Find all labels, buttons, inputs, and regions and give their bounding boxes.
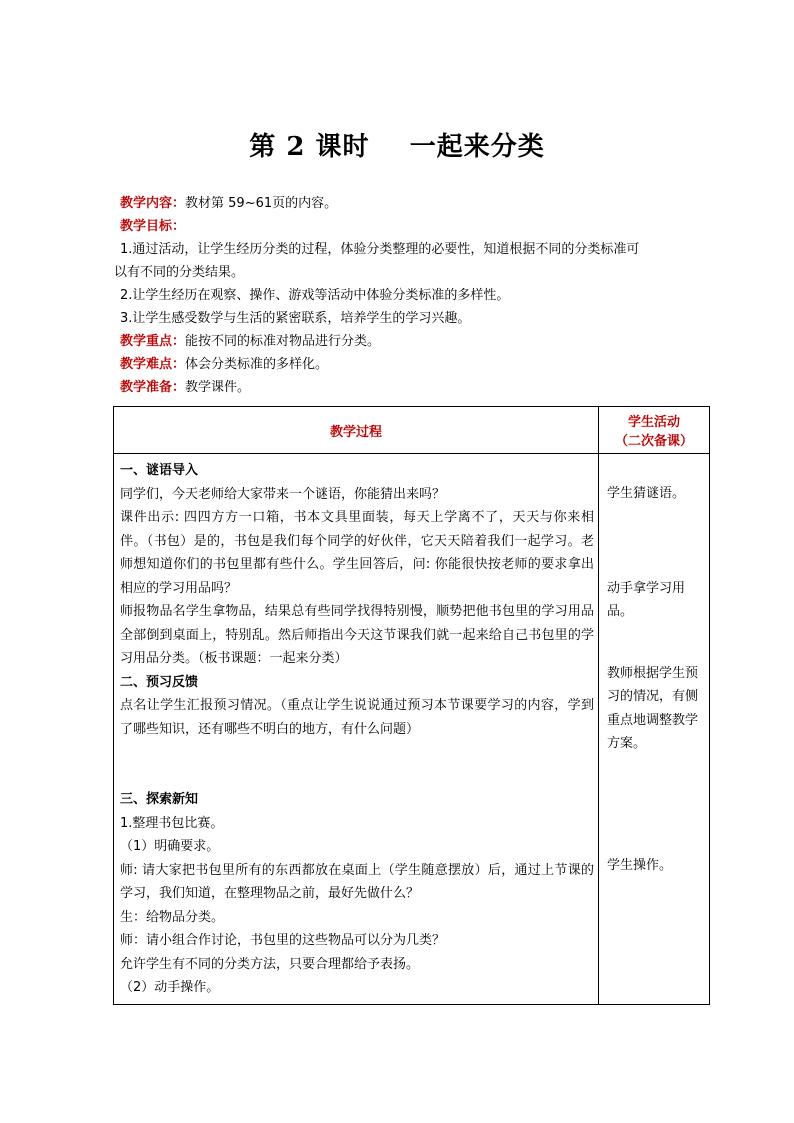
prep-text: 教学课件。 [185, 380, 251, 395]
section-3-l6: （2）动手操作。 [120, 980, 220, 995]
key-text: 能按不同的标准对物品进行分类。 [185, 334, 381, 349]
section-3-l1: 1.整理书包比赛。 [120, 815, 224, 831]
difficulty-text: 体会分类标准的多样化。 [185, 357, 329, 372]
section-3-p1: 师: 请大家把书包里所有的东西都放在桌面上（学生随意摆放）后，通过上节课的学习，我们知道，在整理物品之前，最好先做什么？ [120, 862, 594, 901]
section-3-l5: 允许学生有不同的分类方法，只要合理都给予表扬。 [120, 956, 420, 972]
activity-1: 学生猜谜语。 [607, 486, 686, 501]
goal-3: 3.让学生感受数学与生活的紧密联系，培养学生的学习兴趣。 [120, 311, 471, 326]
activity-4: 学生操作。 [607, 857, 673, 873]
goal-2: 2.让学生经历在观察、操作、游戏等活动中体验分类标准的多样性。 [120, 288, 510, 303]
page-title: 第 2 课时 一起来分类 [249, 132, 545, 162]
section-1-title: 一、谜语导入 [120, 463, 199, 478]
activity-2: 动手拿学习用品。 [607, 580, 686, 619]
prep-label: 教学准备： [120, 380, 186, 395]
process-cell [114, 454, 599, 1005]
table-body-row [114, 454, 710, 1005]
header-activity [599, 407, 710, 454]
goal-1b: 以有不同的分类结果。 [114, 265, 245, 280]
difficulty-line [120, 353, 720, 376]
header-process: 教学过程 [114, 407, 599, 454]
goal-1a: 1.通过活动，让学生经历分类的过程，体验分类整理的必要性，知道根据不同的分类标准可 [120, 242, 640, 257]
content-line [120, 192, 720, 215]
header-activity-note: （二次备课） [614, 434, 693, 449]
header-activity-title: 学生活动 [627, 415, 680, 430]
section-3-title: 三、探索新知 [120, 792, 199, 807]
prep-line [120, 376, 720, 399]
key-line [120, 330, 720, 353]
lesson-table [113, 406, 710, 1005]
table-header-row [114, 407, 710, 454]
section-1-p3: 师报物品名学生拿物品，结果总有些同学找得特别慢，顺势把他书包里的学习用品全部倒到桌面上，特别乱。然后师指出今天这节课我们就一起来给自己书包里的学习用品分类。（板书课题：一起来分类） [120, 604, 594, 666]
section-1-p1: 同学们，今天老师给大家带来一个谜语，你能猜出来吗？ [120, 486, 446, 502]
content-label: 教学内容： [120, 196, 186, 211]
goals-line [120, 215, 720, 238]
section-2-p1: 点名让学生汇报预习情况。（重点让学生说说通过预习本节课要学习的内容，学到了哪些知识，还有哪些不明白的地方，有什么问题） [120, 698, 594, 737]
difficulty-label: 教学难点： [120, 357, 186, 372]
lesson-meta [114, 192, 720, 399]
section-1-p2: 课件出示: 四四方方一口箱，书本文具里面装，每天上学离不了，天天与你来相伴。（书包）是的，书包是我们每个同学的好伙伴，它天天陪着我们一起学习。老师想知道你们的书包里都有些什么。学生回答后，问: 你能很快按老师的要求拿出相应的学习用品吗？ [120, 510, 594, 596]
goals-label: 教学目标： [120, 219, 186, 234]
activity-3: 教师根据学生预习的情况，有侧重点地调整教学方案。 [607, 665, 699, 751]
section-2-title: 二、预习反馈 [120, 674, 199, 690]
activity-cell [599, 454, 710, 1005]
content-text: 教材第 59~61页的内容。 [185, 196, 338, 211]
section-3-l4: 师：请小组合作讨论，书包里的这些物品可以分为几类？ [120, 933, 446, 948]
section-3-l3: 生：给物品分类。 [120, 909, 225, 925]
key-label: 教学重点： [120, 334, 186, 349]
section-3-l2: （1）明确要求。 [120, 839, 220, 854]
